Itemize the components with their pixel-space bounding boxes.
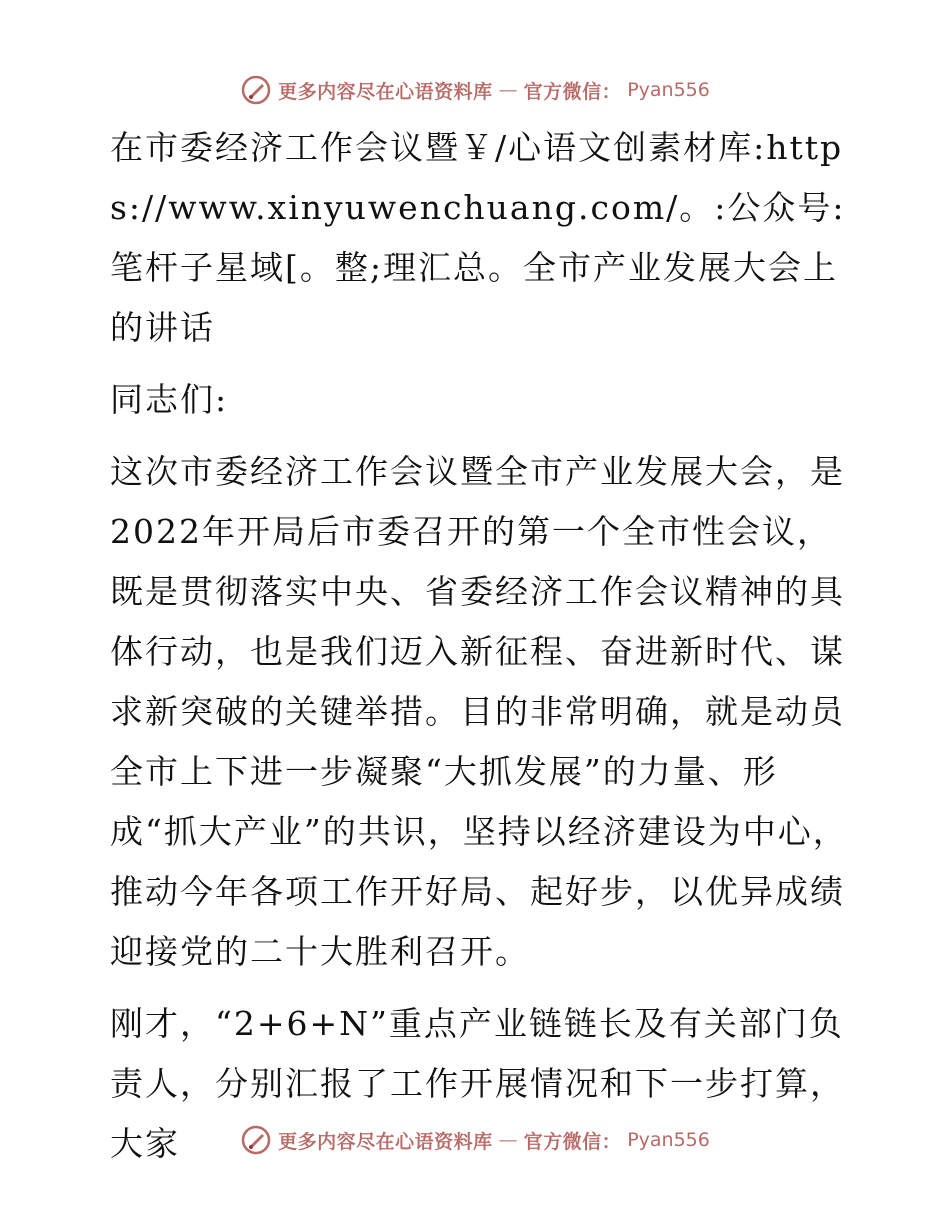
watermark-account: Pyan556 [627, 1129, 710, 1151]
salutation-paragraph: 同志们: [110, 380, 229, 419]
watermark-label: 官方微信： [523, 1130, 622, 1153]
watermark-separator: — [498, 1129, 518, 1151]
document-title-paragraph: 在市委经济工作会议暨￥/心语文创素材库:https://www.xinyuwenchuang.com/。:公众号: 笔杆子星域[。整;理汇总。全市产业发展大会上的讲话 [110, 128, 846, 347]
footer-watermark [0, 1124, 950, 1156]
body-paragraph-1: 这次市委经济工作会议暨全市产业发展大会，是2022年开局后市委召开的第一个全市性会议，既是贯彻落实中央、省委经济工作会议精神的具体行动，也是我们迈入新征程、奋进新时代、谋求新突破的关键举措。目的非常明确，就是动员全市上下进一步凝聚“大抓发展”的力量、形成“抓大产业”的共识，坚持以经济建设为中心，推动今年各项工作开好局、起好步，以优异成绩迎接党的二十大胜利召开。 [110, 452, 848, 971]
quill-circle-icon [240, 74, 272, 106]
watermark-account: Pyan556 [627, 79, 710, 101]
quill-circle-icon [240, 1124, 272, 1156]
watermark-separator: — [498, 79, 518, 101]
body-paragraph-2: 刚才，“2+6+N”重点产业链链长及有关部门负责人，分别汇报了工作开展情况和下一步打算，大家 [110, 1004, 845, 1163]
header-watermark [0, 74, 950, 106]
watermark-title: 更多内容尽在心语资料库 [278, 80, 493, 103]
watermark-title: 更多内容尽在心语资料库 [278, 1130, 493, 1153]
document-body [98, 118, 856, 1186]
watermark-label: 官方微信： [523, 80, 622, 103]
